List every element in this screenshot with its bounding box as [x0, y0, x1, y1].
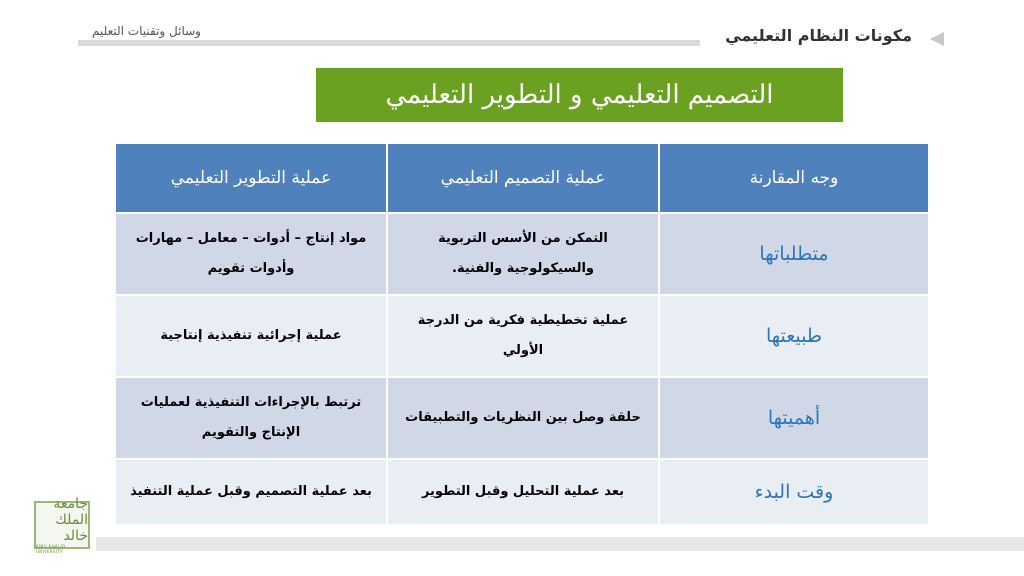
table-row	[115, 377, 929, 459]
row-development: مواد إنتاج – أدوات – معامل – مهارات وأدوات تقويم	[115, 213, 387, 295]
logo-mark: جامعة الملك خالد	[53, 496, 88, 544]
row-development: ترتبط بالإجراءات التنفيذية لعمليات الإنتاج والتقويم	[115, 377, 387, 459]
row-aspect: أهميتها	[659, 377, 929, 459]
slide-title: التصميم التعليمي و التطوير التعليمي	[316, 68, 843, 122]
row-design: بعد عملية التحليل وقبل التطوير	[387, 459, 659, 525]
row-aspect: وقت البدء	[659, 459, 929, 525]
course-title: وسائل وتقنيات التعليم	[92, 24, 201, 38]
row-aspect: متطلباتها	[659, 213, 929, 295]
header-aspect: وجه المقارنة	[659, 143, 929, 213]
header-development: عملية التطوير التعليمي	[115, 143, 387, 213]
arrow-left-icon	[930, 32, 944, 46]
row-development: عملية إجرائية تنفيذية إنتاجية	[115, 295, 387, 377]
row-design: حلقة وصل بين النظريات والتطبيقات	[387, 377, 659, 459]
row-design: التمكن من الأسس التربوية والسيكولوجية والفنية.	[387, 213, 659, 295]
footer-bar	[96, 537, 1024, 551]
table-row	[115, 295, 929, 377]
section-title: مكونات النظام التعليمي	[725, 26, 912, 45]
table-row	[115, 213, 929, 295]
row-aspect: طبيعتها	[659, 295, 929, 377]
table-header-row	[115, 143, 929, 213]
row-development: بعد عملية التصميم وقبل عملية التنفيذ	[115, 459, 387, 525]
header-design: عملية التصميم التعليمي	[387, 143, 659, 213]
logo-caption: KING KHALID UNIVERSITY	[36, 544, 66, 554]
university-logo	[34, 496, 90, 554]
row-design: عملية تخطيطية فكرية من الدرجة الأولي	[387, 295, 659, 377]
table-row	[115, 459, 929, 525]
header-divider	[78, 40, 700, 46]
comparison-table	[114, 142, 930, 526]
